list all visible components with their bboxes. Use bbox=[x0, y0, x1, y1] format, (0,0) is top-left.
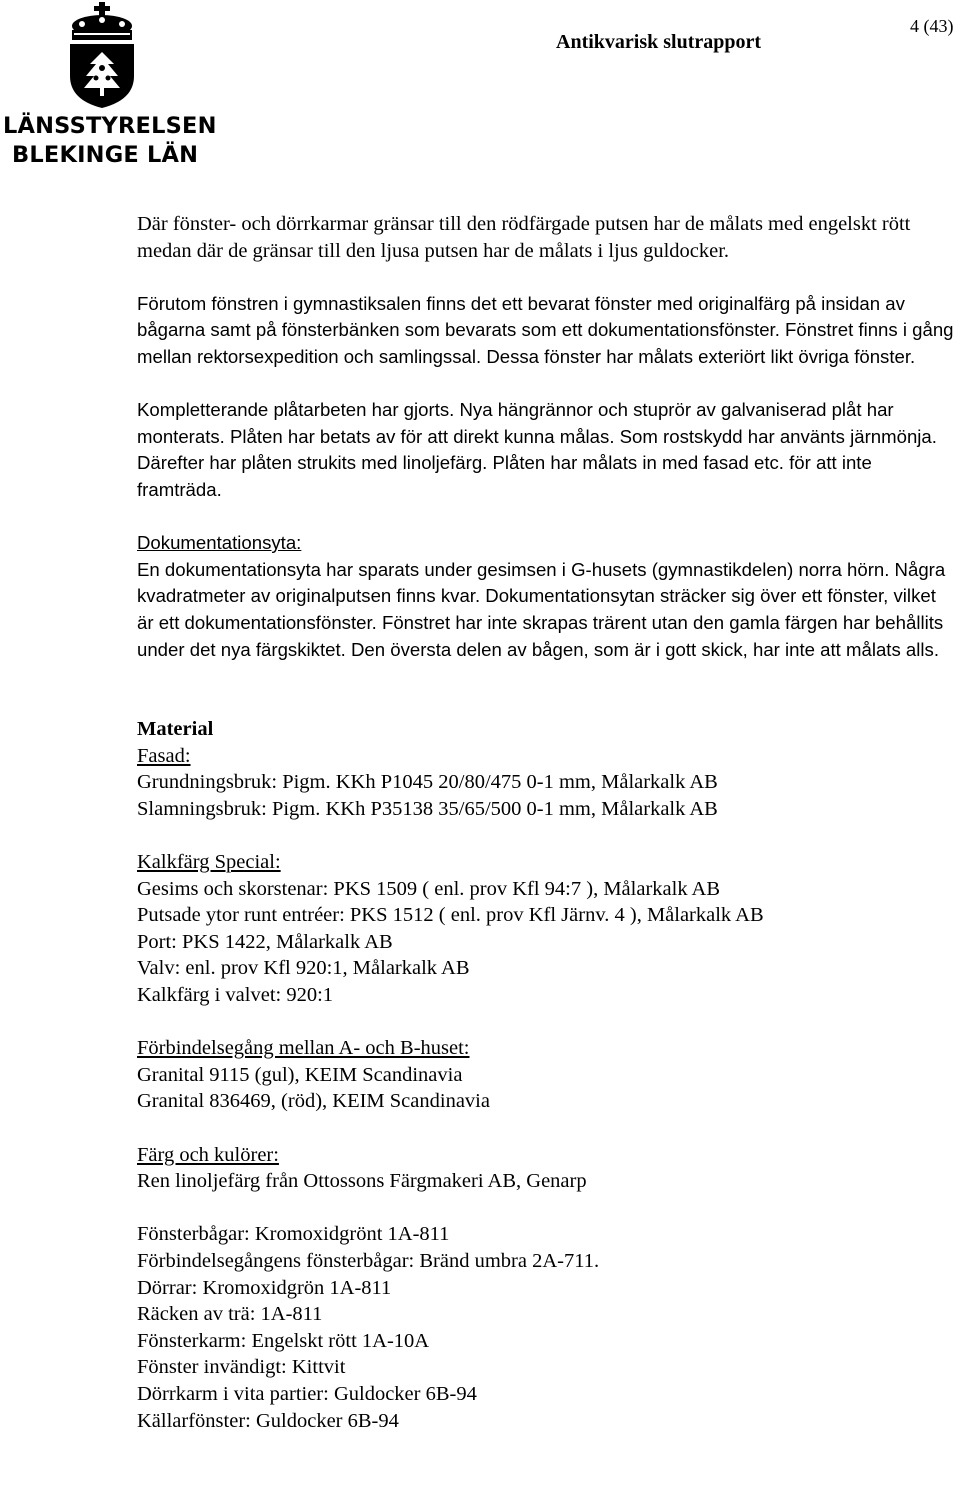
document-title: Antikvarisk slutrapport bbox=[556, 31, 762, 53]
facade-line: Grundningsbruk: Pigm. KKh P1045 20/80/475 0-1 mm, Målarkalk AB bbox=[137, 771, 718, 794]
report-body bbox=[137, 211, 957, 1434]
organization-name-line-2: BLEKINGE LÄN bbox=[12, 142, 199, 168]
heading-material: Material bbox=[137, 718, 214, 741]
page-number: 4 (43) bbox=[910, 16, 954, 36]
lime-paint-line: Kalkfärg i valvet: 920:1 bbox=[137, 984, 334, 1007]
lime-paint-line: Gesims och skorstenar: PKS 1509 ( enl. prov Kfl 94:7 ), Målarkalk AB bbox=[137, 877, 721, 900]
lansstyrelsen-logo bbox=[0, 0, 217, 170]
heading-facade: Fasad: bbox=[137, 744, 191, 767]
lime-paint-line: Valv: enl. prov Kfl 920:1, Målarkalk AB bbox=[137, 957, 470, 980]
color-line: Förbindelsegångens fönsterbågar: Bränd umbra 2A-711. bbox=[137, 1249, 600, 1272]
color-line: Fönsterbågar: Kromoxidgrönt 1A-811 bbox=[137, 1223, 450, 1246]
facade-line: Slamningsbruk: Pigm. KKh P35138 35/65/500 0-1 mm, Målarkalk AB bbox=[137, 797, 718, 820]
paragraph-sheet-metal: Kompletterande plåtarbeten har gjorts. Nya hängrännor och stuprör av galvaniserad plåt har monterats. Plåten har betats av för att direkt kunna målas. Som rostskydd har använts järnmönja. Därefter har plåten strukits med linoljefärg. Plåten har målats in med fasad etc. för att inte framträda. bbox=[137, 399, 937, 500]
connecting-passage-line: Granital 836469, (röd), KEIM Scandinavia bbox=[137, 1090, 490, 1113]
paint-colors-line: Ren linoljefärg från Ottossons Färgmakeri AB, Genarp bbox=[137, 1170, 587, 1193]
heading-lime-paint: Kalkfärg Special: bbox=[137, 851, 281, 874]
crown-shield-emblem-icon bbox=[60, 2, 144, 110]
paragraph-documentation-area: En dokumentationsyta har sparats under gesimsen i G-husets (gymnastikdelen) norra hörn. Några kvadratmeter av originalputsen finns kvar. Dokumentationsytan sträcker sig över ett fönster, vilket är ett dokumentationsfönster. Fönstret har inte skrapas trärent utan den gamla färgen har behållits under det nya färgskiktet. Den översta delen av bågen, som är i gott skick, har inte att målats alls. bbox=[137, 558, 946, 660]
organization-name-line-1: LÄNSSTYRELSEN bbox=[3, 113, 217, 139]
lime-paint-line: Putsade ytor runt entréer: PKS 1512 ( enl. prov Kfl Järnv. 4 ), Målarkalk AB bbox=[137, 904, 764, 927]
color-line: Fönster invändigt: Kittvit bbox=[137, 1356, 346, 1379]
color-line: Dörrkarm i vita partier: Guldocker 6B-94 bbox=[137, 1382, 477, 1405]
heading-paint-colors: Färg och kulörer: bbox=[137, 1143, 279, 1166]
heading-connecting-passage: Förbindelsegång mellan A- och B-huset: bbox=[137, 1037, 470, 1060]
color-line: Dörrar: Kromoxidgrön 1A-811 bbox=[137, 1276, 392, 1299]
heading-documentation-area: Dokumentationsyta: bbox=[137, 532, 302, 554]
organization-name bbox=[3, 112, 217, 170]
color-line: Räcken av trä: 1A-811 bbox=[137, 1303, 323, 1326]
lime-paint-line: Port: PKS 1422, Målarkalk AB bbox=[137, 930, 393, 953]
color-line: Fönsterkarm: Engelskt rött 1A-10A bbox=[137, 1329, 430, 1352]
paragraph-window-frames: Där fönster- och dörrkarmar gränsar till den rödfärgade putsen har de målats med engelskt rött medan där de gränsar till den ljusa putsen har de målats i ljus guldocker. bbox=[137, 213, 911, 262]
paragraph-documentation-window: Förutom fönstren i gymnastiksalen finns det ett bevarat fönster med originalfärg på insidan av bågarna samt på fönsterbänken som bevarats som ett dokumentationsfönster. Fönstret finns i gång mellan rektorsexpedition och samlingssal. Dessa fönster har målats exteriört likt övriga fönster. bbox=[137, 292, 954, 367]
color-line: Källarfönster: Guldocker 6B-94 bbox=[137, 1409, 399, 1432]
connecting-passage-line: Granital 9115 (gul), KEIM Scandinavia bbox=[137, 1063, 463, 1086]
